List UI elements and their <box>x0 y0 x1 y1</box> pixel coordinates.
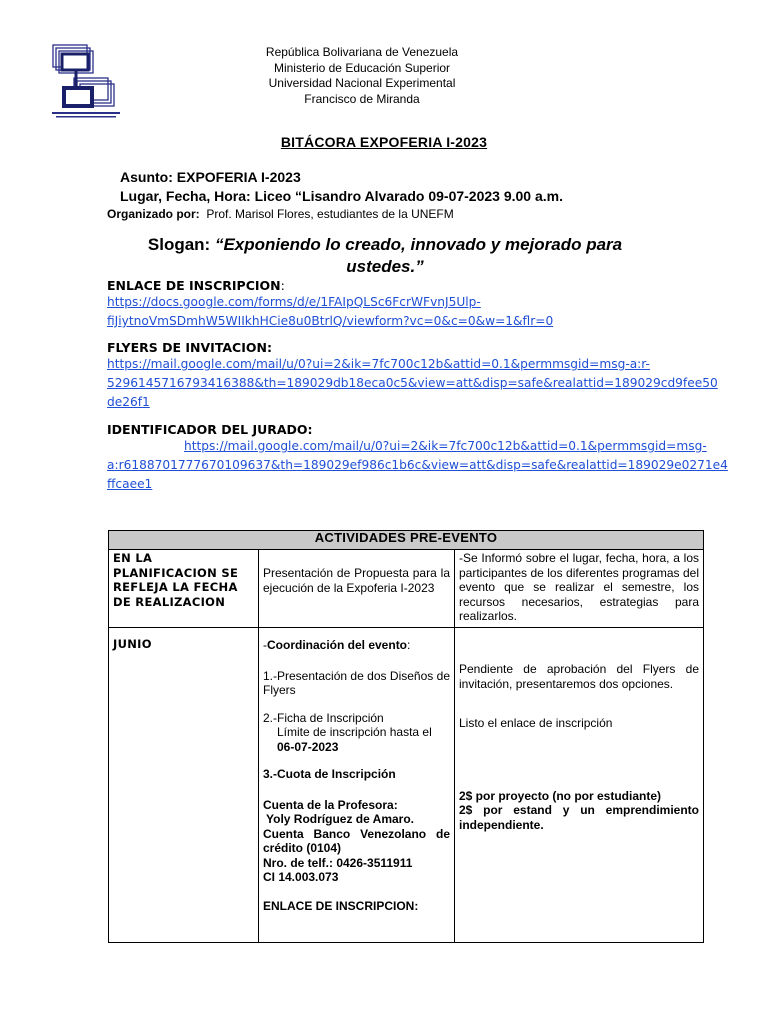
table-row <box>109 550 704 628</box>
flyers-label: FLYERS DE INVITACION: <box>107 340 272 355</box>
note-flyers-pending: Pendiente de aprobación del Flyers de invitación, presentaremos dos opciones. <box>459 662 699 691</box>
header-line-ministry: Ministerio de Educación Superior <box>273 60 451 75</box>
inscripcion-link-line-2[interactable]: fiJiytnoVmSDmhW5WIIkhHCie8u0BtrlQ/viewform?vc=0&c=0&w=1&flr=0 <box>107 314 554 328</box>
jurado-label: IDENTIFICADOR DEL JURADO: <box>107 422 313 437</box>
inscripcion-label-text: ENLACE DE INSCRIPCION <box>107 278 281 293</box>
table-header: ACTIVIDADES PRE-EVENTO <box>109 531 704 550</box>
jurado-link-line-1[interactable]: https://mail.google.com/mail/u/0?ui=2&ik=7fc700c12b&attid=0.1&permmsgid=msg- <box>184 439 707 453</box>
table-header-row <box>109 531 704 550</box>
cuenta-label: Cuenta de la Profesora: <box>263 797 398 812</box>
slogan <box>110 234 660 278</box>
asunto-line: Asunto: EXPOFERIA I-2023 <box>120 169 301 185</box>
row2-col2 <box>259 628 455 943</box>
flyers-link[interactable] <box>107 355 718 412</box>
row2-col3 <box>455 628 704 943</box>
item1-flyers: 1.-Presentación de dos Diseños de Flyers <box>263 668 450 697</box>
inscripcion-link[interactable] <box>107 293 553 331</box>
item2-date: 06-07-2023 <box>277 739 339 754</box>
activities-table <box>108 530 704 943</box>
slogan-text: “Exponiendo lo creado, innovado y mejorado para ustedes.” <box>214 235 623 276</box>
enlace-inscripcion-label: ENLACE DE INSCRIPCION: <box>263 898 419 913</box>
header-line-country: República Bolivariana de Venezuela <box>265 45 459 59</box>
flyers-link-line-3[interactable]: de26f1 <box>107 395 150 409</box>
row1-col2: Presentación de Propuesta para la ejecución de la Expoferia I-2023 <box>259 550 455 628</box>
cuenta-tel: Nro. de telf.: 0426-3511911 <box>263 855 413 870</box>
organizado-label: Organizado por: <box>107 207 200 221</box>
inscripcion-label <box>107 278 285 293</box>
header-line-campus: Francisco de Miranda <box>304 91 420 106</box>
row2-col1: JUNIO <box>109 628 259 943</box>
inscripcion-label-colon: : <box>280 278 285 293</box>
item3-cuota: 3.-Cuota de Inscripción <box>263 767 396 781</box>
document-title: BITÁCORA EXPOFERIA I-2023 <box>280 134 488 150</box>
cuenta-banco: Cuenta Banco Venezolano de crédito (0104) <box>263 826 450 855</box>
coordinacion-prefix: - <box>263 638 267 652</box>
jurado-link-line-3[interactable]: ffcaee1 <box>107 477 153 491</box>
coordinacion-text: Coordinación del evento <box>267 638 408 652</box>
coordinacion-suffix: : <box>407 638 411 652</box>
cuenta-name: Yoly Rodríguez de Amaro. <box>266 812 415 826</box>
jurado-link-line-2[interactable]: a:r6188701777670109637&th=189029ef986c1b6c&view=att&disp=safe&realattid=189029e0271e4 <box>107 458 728 472</box>
coordinacion-line <box>263 638 450 653</box>
note-cuota-estand: 2$ por estand y un emprendimiento independiente. <box>459 803 699 832</box>
institution-header <box>200 45 524 107</box>
university-logo <box>50 42 122 128</box>
table-row <box>109 628 704 943</box>
organizado-value: Prof. Marisol Flores, estudiantes de la UNEFM <box>206 207 454 221</box>
item2-ficha: 2.-Ficha de Inscripción <box>263 710 384 725</box>
cuenta-ci: CI 14.003.073 <box>263 870 339 884</box>
row1-col1: EN LA PLANIFICACION SE REFLEJA LA FECHA DE REALIZACION <box>109 550 259 628</box>
slogan-label: Slogan: <box>147 235 211 254</box>
jurado-link[interactable] <box>107 437 728 494</box>
header-line-university: Universidad Nacional Experimental <box>268 76 456 90</box>
note-enlace-ready: Listo el enlace de inscripción <box>459 716 613 730</box>
flyers-link-line-1[interactable]: https://mail.google.com/mail/u/0?ui=2&ik=7fc700c12b&attid=0.1&permmsgid=msg-a:r- <box>107 357 650 371</box>
note-cuota-proyecto: 2$ por proyecto (no por estudiante) <box>459 788 662 803</box>
flyers-link-line-2[interactable]: 5296145716793416388&th=189029db18eca0c5&view=att&disp=safe&realattid=189029cd9fee50 <box>107 376 718 390</box>
row1-col3: -Se Informó sobre el lugar, fecha, hora, a los participantes de los diferentes programas del evento que se realizar el semestre, los recursos necesarios, estrategias para realizarlos. <box>455 550 704 628</box>
organizado-line <box>107 207 454 221</box>
inscripcion-link-line-1[interactable]: https://docs.google.com/forms/d/e/1FAIpQLSc6FcrWFvnJ5Ulp- <box>107 295 481 309</box>
lugar-fecha-hora-line: Lugar, Fecha, Hora: Liceo “Lisandro Alvarado 09-07-2023 9.00 a.m. <box>120 188 563 204</box>
item2-limit: Límite de inscripción hasta el <box>277 725 432 739</box>
